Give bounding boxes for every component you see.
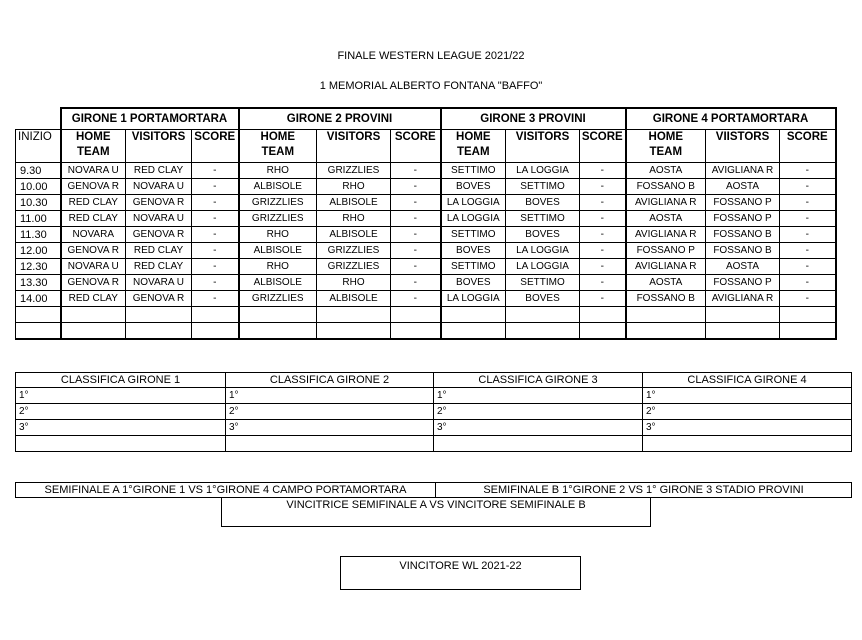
group-header-1: GIRONE 1 PORTAMORTARA xyxy=(61,108,239,130)
score-cell xyxy=(192,307,239,323)
schedule-corner xyxy=(16,108,61,130)
home-team-cell: RHO xyxy=(239,163,317,179)
home-team-cell xyxy=(61,323,126,340)
home-team-cell: RED CLAY xyxy=(61,291,126,307)
standings-place-cell: 2° xyxy=(16,404,226,420)
visitors-cell: AOSTA xyxy=(706,179,780,195)
home-team-cell xyxy=(61,307,126,323)
standings-place-cell: 1° xyxy=(16,388,226,404)
score-cell: - xyxy=(580,163,626,179)
home-team-header: HOME TEAM xyxy=(626,130,706,163)
schedule-group-header-row xyxy=(16,108,836,130)
score-cell: - xyxy=(192,195,239,211)
home-team-cell: SETTIMO xyxy=(441,227,506,243)
visitors-cell: NOVARA U xyxy=(126,211,192,227)
schedule-table xyxy=(15,107,837,340)
score-cell: - xyxy=(391,291,441,307)
schedule-column-header-row xyxy=(16,130,836,163)
visitors-cell: FOSSANO B xyxy=(706,227,780,243)
schedule-row xyxy=(16,179,836,195)
start-time-cell: 10.30 xyxy=(16,195,61,211)
visitors-cell: FOSSANO P xyxy=(706,211,780,227)
score-cell: - xyxy=(580,195,626,211)
visitors-cell xyxy=(317,323,391,340)
score-header: SCORE xyxy=(391,130,441,163)
standings-row xyxy=(16,436,852,452)
home-team-cell: LA LOGGIA xyxy=(441,291,506,307)
score-cell: - xyxy=(391,211,441,227)
home-team-cell: AOSTA xyxy=(626,211,706,227)
start-time-cell: 9.30 xyxy=(16,163,61,179)
visitors-cell: SETTIMO xyxy=(506,211,580,227)
home-team-cell xyxy=(626,323,706,340)
home-team-cell: RHO xyxy=(239,259,317,275)
visitors-cell: BOVES xyxy=(506,195,580,211)
standings-place-cell xyxy=(16,436,226,452)
standings-place-cell xyxy=(643,436,852,452)
home-team-cell xyxy=(239,323,317,340)
score-cell: - xyxy=(780,291,836,307)
home-team-cell: FOSSANO B xyxy=(626,291,706,307)
home-team-cell: NOVARA U xyxy=(61,163,126,179)
schedule-row xyxy=(16,195,836,211)
schedule-row xyxy=(16,291,836,307)
visitors-cell: SETTIMO xyxy=(506,275,580,291)
group-header-2: GIRONE 2 PROVINI xyxy=(239,108,441,130)
standings-place-cell xyxy=(434,436,643,452)
schedule-row xyxy=(16,323,836,340)
start-time-cell: 12.30 xyxy=(16,259,61,275)
home-team-cell: ALBISOLE xyxy=(239,243,317,259)
score-cell: - xyxy=(780,195,836,211)
score-cell xyxy=(780,307,836,323)
inizio-header: INIZIO xyxy=(16,130,61,163)
home-team-cell: AOSTA xyxy=(626,163,706,179)
visitors-cell: RHO xyxy=(317,275,391,291)
visitors-cell: RED CLAY xyxy=(126,243,192,259)
visitors-header: VISITORS xyxy=(317,130,391,163)
visitors-cell: RHO xyxy=(317,179,391,195)
visitors-cell: ALBISOLE xyxy=(317,227,391,243)
visitors-cell: NOVARA U xyxy=(126,275,192,291)
visitors-cell xyxy=(126,323,192,340)
visitors-cell: SETTIMO xyxy=(506,179,580,195)
home-team-cell xyxy=(441,323,506,340)
home-team-cell xyxy=(239,307,317,323)
home-team-cell: ALBISOLE xyxy=(239,179,317,195)
home-team-cell: GRIZZLIES xyxy=(239,291,317,307)
standings-place-cell: 3° xyxy=(226,420,434,436)
visitors-cell: LA LOGGIA xyxy=(506,243,580,259)
home-team-cell: NOVARA xyxy=(61,227,126,243)
score-cell: - xyxy=(580,243,626,259)
score-cell: - xyxy=(192,227,239,243)
standings-row xyxy=(16,420,852,436)
semifinal-b-box: SEMIFINALE B 1°GIRONE 2 VS 1° GIRONE 3 STADIO PROVINI xyxy=(435,482,852,498)
page-title: FINALE WESTERN LEAGUE 2021/22 xyxy=(337,50,525,62)
standings-place-cell: 2° xyxy=(643,404,852,420)
visitors-cell xyxy=(317,307,391,323)
visitors-cell xyxy=(706,307,780,323)
start-time-cell: 11.30 xyxy=(16,227,61,243)
score-cell: - xyxy=(780,163,836,179)
score-cell: - xyxy=(780,259,836,275)
home-team-cell: BOVES xyxy=(441,243,506,259)
home-team-cell: FOSSANO B xyxy=(626,179,706,195)
group-header-4: GIRONE 4 PORTAMORTARA xyxy=(626,108,836,130)
home-team-cell: AVIGLIANA R xyxy=(626,259,706,275)
visitors-cell xyxy=(706,323,780,340)
start-time-cell: 14.00 xyxy=(16,291,61,307)
visitors-cell: RED CLAY xyxy=(126,163,192,179)
visitors-cell: FOSSANO B xyxy=(706,243,780,259)
visitors-cell: GRIZZLIES xyxy=(317,243,391,259)
score-cell: - xyxy=(192,291,239,307)
visitors-cell: GENOVA R xyxy=(126,195,192,211)
score-cell: - xyxy=(580,179,626,195)
standings-table xyxy=(15,372,852,452)
visitors-cell: BOVES xyxy=(506,291,580,307)
standings-place-cell: 1° xyxy=(226,388,434,404)
standings-place-cell: 3° xyxy=(643,420,852,436)
schedule-row xyxy=(16,259,836,275)
schedule-row xyxy=(16,163,836,179)
home-team-cell: LA LOGGIA xyxy=(441,195,506,211)
visitors-cell xyxy=(506,323,580,340)
standings-place-cell: 3° xyxy=(16,420,226,436)
visitors-cell: FOSSANO P xyxy=(706,275,780,291)
standings-place-cell: 2° xyxy=(226,404,434,420)
standings-row xyxy=(16,388,852,404)
score-cell xyxy=(391,323,441,340)
schedule-row xyxy=(16,275,836,291)
home-team-cell: GENOVA R xyxy=(61,179,126,195)
home-team-cell xyxy=(441,307,506,323)
score-cell xyxy=(780,323,836,340)
visitors-cell xyxy=(506,307,580,323)
score-cell: - xyxy=(391,275,441,291)
score-cell xyxy=(192,323,239,340)
score-cell: - xyxy=(391,227,441,243)
schedule-row xyxy=(16,243,836,259)
score-cell: - xyxy=(780,227,836,243)
home-team-cell: SETTIMO xyxy=(441,163,506,179)
score-cell: - xyxy=(780,275,836,291)
start-time-cell: 12.00 xyxy=(16,243,61,259)
score-cell: - xyxy=(192,275,239,291)
schedule-row xyxy=(16,307,836,323)
group-header-3: GIRONE 3 PROVINI xyxy=(441,108,626,130)
score-cell: - xyxy=(192,259,239,275)
home-team-cell: AVIGLIANA R xyxy=(626,227,706,243)
score-cell: - xyxy=(192,163,239,179)
home-team-cell: GENOVA R xyxy=(61,275,126,291)
score-cell: - xyxy=(780,243,836,259)
standings-header-row xyxy=(16,373,852,388)
visitors-cell: GENOVA R xyxy=(126,291,192,307)
start-time-cell: 13.30 xyxy=(16,275,61,291)
visitors-cell: ALBISOLE xyxy=(317,195,391,211)
score-cell: - xyxy=(391,243,441,259)
semifinal-a-box: SEMIFINALE A 1°GIRONE 1 VS 1°GIRONE 4 CAMPO PORTAMORTARA xyxy=(15,482,436,498)
score-cell: - xyxy=(192,243,239,259)
page-subtitle: 1 MEMORIAL ALBERTO FONTANA "BAFFO" xyxy=(319,80,543,92)
start-time-cell xyxy=(16,307,61,323)
visitors-cell: BOVES xyxy=(506,227,580,243)
schedule-row xyxy=(16,211,836,227)
visitors-cell: RED CLAY xyxy=(126,259,192,275)
home-team-cell: GENOVA R xyxy=(61,243,126,259)
visitors-cell: LA LOGGIA xyxy=(506,163,580,179)
score-cell: - xyxy=(780,211,836,227)
score-cell xyxy=(391,307,441,323)
home-team-cell: RHO xyxy=(239,227,317,243)
home-team-cell: BOVES xyxy=(441,179,506,195)
standings-place-cell: 1° xyxy=(434,388,643,404)
score-cell xyxy=(580,323,626,340)
visitors-cell: GRIZZLIES xyxy=(317,163,391,179)
score-header: SCORE xyxy=(780,130,836,163)
standings-header-girone-2: CLASSIFICA GIRONE 2 xyxy=(226,373,434,388)
score-header: SCORE xyxy=(192,130,239,163)
home-team-header: HOME TEAM xyxy=(61,130,126,163)
home-team-cell: RED CLAY xyxy=(61,195,126,211)
score-cell: - xyxy=(391,163,441,179)
visitors-cell xyxy=(126,307,192,323)
score-cell xyxy=(580,307,626,323)
standings-header-girone-3: CLASSIFICA GIRONE 3 xyxy=(434,373,643,388)
visitors-cell: ALBISOLE xyxy=(317,291,391,307)
score-cell: - xyxy=(580,211,626,227)
score-header: SCORE xyxy=(580,130,626,163)
visitors-header: VIISTORS xyxy=(706,130,780,163)
home-team-cell: BOVES xyxy=(441,275,506,291)
visitors-cell: RHO xyxy=(317,211,391,227)
visitors-cell: LA LOGGIA xyxy=(506,259,580,275)
visitors-cell: AVIGLIANA R xyxy=(706,163,780,179)
score-cell: - xyxy=(192,179,239,195)
home-team-cell: SETTIMO xyxy=(441,259,506,275)
score-cell: - xyxy=(780,179,836,195)
visitors-cell: GRIZZLIES xyxy=(317,259,391,275)
visitors-cell: AVIGLIANA R xyxy=(706,291,780,307)
home-team-cell: AVIGLIANA R xyxy=(626,195,706,211)
visitors-header: VISITORS xyxy=(506,130,580,163)
visitors-cell: NOVARA U xyxy=(126,179,192,195)
standings-header-girone-4: CLASSIFICA GIRONE 4 xyxy=(643,373,852,388)
score-cell: - xyxy=(391,179,441,195)
home-team-cell: ALBISOLE xyxy=(239,275,317,291)
visitors-header: VISITORS xyxy=(126,130,192,163)
standings-place-cell: 3° xyxy=(434,420,643,436)
home-team-cell: AOSTA xyxy=(626,275,706,291)
score-cell: - xyxy=(391,259,441,275)
home-team-cell: RED CLAY xyxy=(61,211,126,227)
home-team-cell: NOVARA U xyxy=(61,259,126,275)
home-team-cell: FOSSANO P xyxy=(626,243,706,259)
visitors-cell: AOSTA xyxy=(706,259,780,275)
start-time-cell: 11.00 xyxy=(16,211,61,227)
schedule-row xyxy=(16,227,836,243)
home-team-cell: LA LOGGIA xyxy=(441,211,506,227)
score-cell: - xyxy=(192,211,239,227)
start-time-cell xyxy=(16,323,61,340)
visitors-cell: GENOVA R xyxy=(126,227,192,243)
start-time-cell: 10.00 xyxy=(16,179,61,195)
standings-place-cell: 1° xyxy=(643,388,852,404)
home-team-header: HOME TEAM xyxy=(441,130,506,163)
score-cell: - xyxy=(580,291,626,307)
home-team-cell: GRIZZLIES xyxy=(239,195,317,211)
winner-box: VINCITORE WL 2021-22 xyxy=(340,556,581,590)
home-team-cell: GRIZZLIES xyxy=(239,211,317,227)
final-match-box: VINCITRICE SEMIFINALE A VS VINCITORE SEMIFINALE B xyxy=(221,497,651,527)
standings-place-cell xyxy=(226,436,434,452)
score-cell: - xyxy=(391,195,441,211)
home-team-header: HOME TEAM xyxy=(239,130,317,163)
home-team-cell xyxy=(626,307,706,323)
score-cell: - xyxy=(580,275,626,291)
standings-row xyxy=(16,404,852,420)
score-cell: - xyxy=(580,259,626,275)
visitors-cell: FOSSANO P xyxy=(706,195,780,211)
score-cell: - xyxy=(580,227,626,243)
standings-place-cell: 2° xyxy=(434,404,643,420)
standings-header-girone-1: CLASSIFICA GIRONE 1 xyxy=(16,373,226,388)
